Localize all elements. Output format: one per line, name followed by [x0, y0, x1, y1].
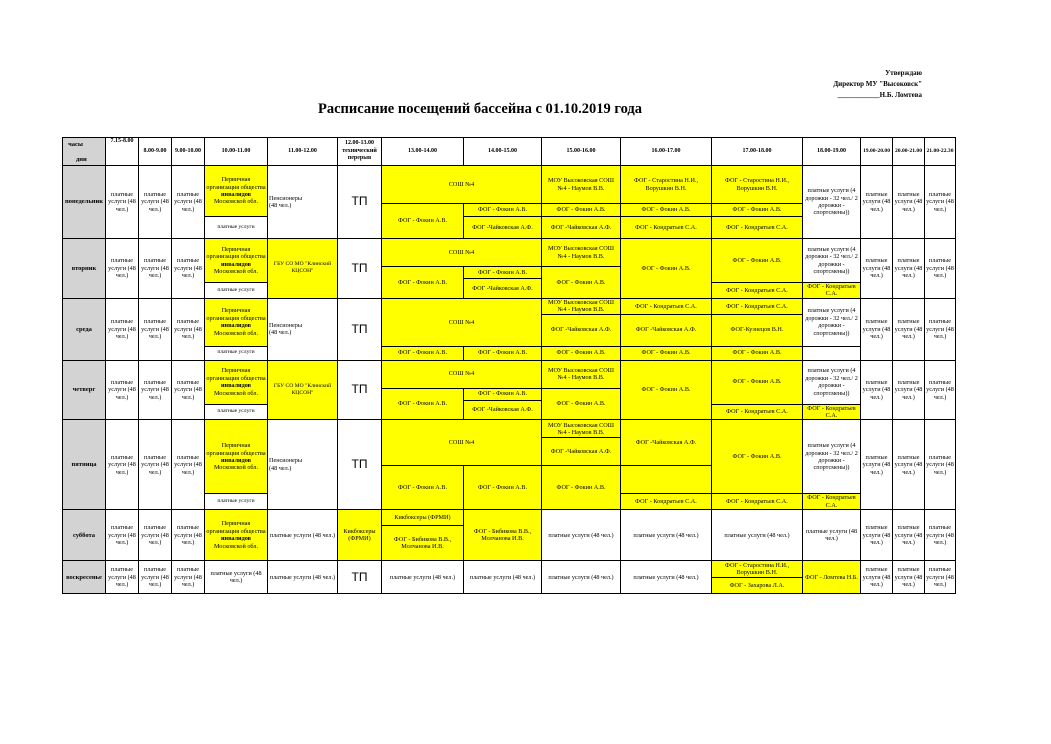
thursday-1900: платные услуги (48 чел.): [861, 360, 893, 420]
tuesday-1700-fokin: ФОГ - Фокин А.В.: [712, 239, 803, 283]
wednesday-2100: платные услуги (48 чел.): [925, 298, 956, 360]
wednesday-0800: платные услуги (48 чел.): [139, 298, 172, 360]
friday-1500-mou: МОУ Высоковская СОШ №4 - Наумов В.В.: [542, 420, 621, 438]
header-1400: 14.00-15.00: [464, 138, 542, 166]
wednesday-1900: платные услуги (48 чел.): [861, 298, 893, 360]
tuesday-1300-sosh: СОШ №4: [382, 239, 542, 267]
monday-2100: платные услуги (48 чел.): [925, 166, 956, 239]
thursday-1500-mou: МОУ Высоковская СОШ №4 - Наумов В.В.: [542, 360, 621, 388]
header-1300: 13.00-14.00: [382, 138, 464, 166]
tuesday-0800: платные услуги (48 чел.): [139, 239, 172, 299]
friday-1900: платные услуги (48 чел.): [861, 420, 893, 510]
sunday-1600-paid: платные услуги (48 чел.): [621, 561, 712, 594]
header-2000: 20.00-21.00: [893, 138, 925, 166]
thursday-0715: платные услуги (48 чел.): [106, 360, 139, 420]
saturday-1000-org: Первичная организация общества инвалидов Московской обл.: [205, 510, 268, 561]
thursday-1800-lanes: платные услуги (4 дорожки - 32 чел./ 2 дорожки - спортсмены)): [803, 360, 861, 404]
sunday-1300-paid: платные услуги (48 чел.): [382, 561, 464, 594]
wednesday-1000-paid: платные услуги: [205, 346, 268, 360]
wednesday-1000-org: Первичная организация общества инвалидов Московской обл.: [205, 298, 268, 346]
sunday-1400-paid: платные услуги (48 чел.): [464, 561, 542, 594]
sunday-1800-lomteva: ФОГ - Ломтева Н.Б.: [803, 561, 861, 594]
sunday-1000-paid: платные услуги (48 чел.): [205, 561, 268, 594]
friday-0715: платные услуги (48 чел.): [106, 420, 139, 510]
schedule-table: [62, 137, 956, 594]
tuesday-2000: платные услуги (48 чел.): [893, 239, 925, 299]
thursday-1600-fokin: ФОГ - Фокин А.В.: [621, 360, 712, 420]
header-2100: 21.00-22.30: [925, 138, 956, 166]
monday-1500-chaik: ФОГ -Чайковская А.Ф.: [542, 217, 621, 239]
monday-1000-paid: платные услуги: [205, 217, 268, 239]
tuesday-1900: платные услуги (48 чел.): [861, 239, 893, 299]
thursday-1000-org: Первичная организация общества инвалидов Московской обл.: [205, 360, 268, 404]
monday-1300-fokin: ФОГ - Фокин А.В.: [382, 204, 464, 239]
monday-row-1: [63, 166, 956, 204]
wednesday-1600-kondr: ФОГ - Кондратьев С.А.: [621, 298, 712, 314]
tuesday-2100: платные услуги (48 чел.): [925, 239, 956, 299]
header-row: [63, 138, 956, 166]
friday-2100: платные услуги (48 чел.): [925, 420, 956, 510]
friday-1300-sosh: СОШ №4: [382, 420, 542, 466]
approval-block: [800, 68, 922, 101]
corner-hours: часы: [68, 140, 83, 148]
friday-1400-fokin: ФОГ - Фокин А.В.: [464, 466, 542, 510]
page-title: Расписание посещений бассейна с 01.10.2019 года: [317, 101, 643, 117]
header-0800: 8.00-9.00: [139, 138, 172, 166]
sunday-tech-break: ТП: [338, 561, 382, 594]
tuesday-1800-lanes: платные услуги (4 дорожки - 32 чел./ 2 дорожки - спортсмены)): [803, 239, 861, 283]
friday-2000: платные услуги (48 чел.): [893, 420, 925, 510]
tuesday-1300-fokin: ФОГ - Фокин А.В.: [382, 267, 464, 299]
thursday-1100-gbu: ГБУ СО МО "Клинский КЦСОН": [268, 360, 338, 420]
thursday-1700-fokin: ФОГ - Фокин А.В.: [712, 360, 803, 404]
monday-1100-pensioners: Пенсионеры (48 чел.): [268, 166, 338, 239]
tuesday-1400-chaik: ФОГ -Чайковская А.Ф.: [464, 279, 542, 299]
day-sunday: воскресенье: [63, 561, 106, 594]
thursday-1300-fokin: ФОГ - Фокин А.В.: [382, 388, 464, 420]
friday-1500-fokin: ФОГ - Фокин А.В.: [542, 466, 621, 510]
saturday-1500-paid: платные услуги (48 чел.): [542, 510, 621, 561]
saturday-0715: платные услуги (48 чел.): [106, 510, 139, 561]
saturday-1400-bibik: ФОГ - Бибикова В.В., Молчанова И.В.: [464, 510, 542, 561]
friday-1700-kondr: ФОГ - Кондратьев С.А.: [712, 494, 803, 510]
monday-1600-starostina: ФОГ - Старостина Н.И., Ворушкин В.Н.: [621, 166, 712, 204]
sunday-1100-paid: платные услуги (48 чел.): [268, 561, 338, 594]
friday-1500-chaik: ФОГ -Чайковская А.Ф.: [542, 438, 621, 466]
tuesday-1100-gbu: ГБУ СО МО "Клинский КЦСОН": [268, 239, 338, 299]
saturday-2000: платные услуги (48 чел.): [893, 510, 925, 561]
tuesday-0715: платные услуги (48 чел.): [106, 239, 139, 299]
wednesday-1500-mou: МОУ Высоковская СОШ №4 - Наумов В.В.: [542, 298, 621, 314]
sunday-1900: платные услуги (48 чел.): [861, 561, 893, 594]
monday-1700-fokin: ФОГ - Фокин А.В.: [712, 204, 803, 217]
friday-1000-paid: платные услуги: [205, 494, 268, 510]
thursday-0800: платные услуги (48 чел.): [139, 360, 172, 420]
saturday-1700-paid: платные услуги (48 чел.): [712, 510, 803, 561]
sunday-0800: платные услуги (48 чел.): [139, 561, 172, 594]
monday-1500-fokin: ФОГ - Фокин А.В.: [542, 204, 621, 217]
tuesday-1000-org: Первичная организация общества инвалидов Московской обл.: [205, 239, 268, 283]
thursday-2000: платные услуги (48 чел.): [893, 360, 925, 420]
friday-1800-kondr: ФОГ - Кондратьев С.А.: [803, 494, 861, 510]
thursday-1000-paid: платные услуги: [205, 404, 268, 420]
approval-line-3: ____________Н.Б. Ломтева: [837, 91, 922, 99]
friday-1600-kondr: ФОГ - Кондратьев С.А.: [621, 494, 712, 510]
wednesday-1800-lanes: платные услуги (4 дорожки - 32 чел./ 2 дорожки - спортсмены)): [803, 298, 861, 346]
thursday-row-1: [63, 360, 956, 388]
tuesday-1500-mou: МОУ Высоковская СОШ №4 - Наумов В.В.: [542, 239, 621, 267]
saturday-1300-bibik: ФОГ - Бибикова В.В., Молчанова И.В.: [382, 526, 464, 561]
sunday-0900: платные услуги (48 чел.): [172, 561, 205, 594]
thursday-1800-kondr: ФОГ - Кондратьев С.А.: [803, 404, 861, 420]
monday-1900: платные услуги (48 чел.): [861, 166, 893, 239]
monday-1700-kondr: ФОГ - Кондратьев С.А.: [712, 217, 803, 239]
day-saturday: суббота: [63, 510, 106, 561]
wednesday-1600-fokin: ФОГ - Фокин А.В.: [621, 346, 712, 360]
wednesday-1600-chaik: ФОГ -Чайковская А.Ф.: [621, 314, 712, 346]
wednesday-row-1: [63, 298, 956, 314]
friday-1300-fokin: ФОГ - Фокин А.В.: [382, 466, 464, 510]
wednesday-1700-kuzn: ФОГ-Кузнецов В.Н.: [712, 314, 803, 346]
day-friday: пятница: [63, 420, 106, 510]
saturday-row-1: [63, 510, 956, 526]
wednesday-tech-break: ТП: [338, 298, 382, 360]
friday-1000-org: Первичная организация общества инвалидов Московской обл.: [205, 420, 268, 494]
header-1600: 16.00-17.00: [621, 138, 712, 166]
header-0715: 7.15-8.00: [106, 138, 139, 166]
tuesday-tech-break: ТП: [338, 239, 382, 299]
thursday-1700-kondr: ФОГ - Кондратьев С.А.: [712, 404, 803, 420]
wednesday-1400-fokin: ФОГ - Фокин А.В.: [464, 346, 542, 360]
saturday-1100-paid: платные услуги (48 чел.): [268, 510, 338, 561]
sunday-1500-paid: платные услуги (48 чел.): [542, 561, 621, 594]
tuesday-1500-fokin: ФОГ - Фокин А.В.: [542, 267, 621, 299]
thursday-1500-fokin: ФОГ - Фокин А.В.: [542, 388, 621, 420]
tuesday-1400-fokin: ФОГ - Фокин А.В.: [464, 267, 542, 279]
approval-line-1: Утверждаю: [885, 69, 922, 77]
monday-1700-starostina: ФОГ - Старостина Н.И., Ворушкин В.Н.: [712, 166, 803, 204]
sunday-1700-zakharova: ФОГ - Захарова Л.А.: [712, 578, 803, 594]
saturday-1600-paid: платные услуги (48 чел.): [621, 510, 712, 561]
monday-1500-mou: МОУ Высоковская СОШ №4 - Наумов В.В.: [542, 166, 621, 204]
tuesday-1000-paid: платные услуги: [205, 283, 268, 299]
monday-1400-chaik: ФОГ -Чайковская А.Ф.: [464, 217, 542, 239]
wednesday-1100-pensioners: Пенсионеры (48 чел.): [268, 298, 338, 360]
saturday-2100: платные услуги (48 чел.): [925, 510, 956, 561]
thursday-1400-chaik: ФОГ -Чайковская А.Ф.: [464, 400, 542, 420]
wednesday-1500-chaik: ФОГ -Чайковская А.Ф.: [542, 314, 621, 346]
monday-tech-break: ТП: [338, 166, 382, 239]
friday-1600-empty: [621, 466, 712, 494]
friday-0900: платные услуги (48 чел.): [172, 420, 205, 510]
header-1500: 15.00-16.00: [542, 138, 621, 166]
header-0900: 9.00-10.00: [172, 138, 205, 166]
thursday-1400-fokin: ФОГ - Фокин А.В.: [464, 388, 542, 400]
day-thursday: четверг: [63, 360, 106, 420]
wednesday-0715: платные услуги (48 чел.): [106, 298, 139, 360]
saturday-1900: платные услуги (48 чел.): [861, 510, 893, 561]
sunday-2100: платные услуги (48 чел.): [925, 561, 956, 594]
tuesday-0900: платные услуги (48 чел.): [172, 239, 205, 299]
wednesday-1800-empty: [803, 346, 861, 360]
day-monday: понедельник: [63, 166, 106, 239]
thursday-0900: платные услуги (48 чел.): [172, 360, 205, 420]
monday-1800-lanes: платные услуги (4 дорожки - 32 чел./ 2 дорожки - спортсмены)): [803, 166, 861, 239]
header-1900: 19.00-20.00: [861, 138, 893, 166]
day-tuesday: вторник: [63, 239, 106, 299]
wednesday-0900: платные услуги (48 чел.): [172, 298, 205, 360]
tuesday-1800-kondr: ФОГ - Кондратьев С.А.: [803, 283, 861, 299]
header-1000: 10.00-11.00: [205, 138, 268, 166]
saturday-1300-kick: Кикбоксеры (ФРМИ): [382, 510, 464, 526]
friday-row-1: [63, 420, 956, 438]
thursday-tech-break: ТП: [338, 360, 382, 420]
monday-0900: платные услуги (48 чел.): [172, 166, 205, 239]
monday-1300-sosh: СОШ №4: [382, 166, 542, 204]
header-1800: 18.00-19.00: [803, 138, 861, 166]
sunday-row-1: [63, 561, 956, 578]
saturday-0900: платные услуги (48 чел.): [172, 510, 205, 561]
wednesday-2000: платные услуги (48 чел.): [893, 298, 925, 360]
monday-0715: платные услуги (48 чел.): [106, 166, 139, 239]
corner-cell: [63, 138, 106, 166]
corner-days: дни: [76, 156, 87, 164]
wednesday-1500-fokin: ФОГ - Фокин А.В.: [542, 346, 621, 360]
tuesday-1700-kondr: ФОГ - Кондратьев С.А.: [712, 283, 803, 299]
thursday-1300-sosh: СОШ №4: [382, 360, 542, 388]
friday-tech-break: ТП: [338, 420, 382, 510]
tuesday-row-1: [63, 239, 956, 267]
wednesday-1700-kondr: ФОГ - Кондратьев С.А.: [712, 298, 803, 314]
wednesday-1700-fokin: ФОГ - Фокин А.В.: [712, 346, 803, 360]
saturday-1800-paid: платные услуги (48 чел.): [803, 510, 861, 561]
friday-1700-fokin: ФОГ - Фокин А.В.: [712, 420, 803, 494]
monday-1600-fokin: ФОГ - Фокин А.В.: [621, 204, 712, 217]
wednesday-1300-sosh: СОШ №4: [382, 298, 542, 346]
sunday-0715: платные услуги (48 чел.): [106, 561, 139, 594]
day-wednesday: среда: [63, 298, 106, 360]
header-1200: 12.00-13.00 технический перерыв: [338, 138, 382, 166]
friday-1100-pensioners: Пенсионеры (48 чел.): [268, 420, 338, 510]
sunday-1700-starostina: ФОГ - Старостина Н.И., Ворушкин В.Н.: [712, 561, 803, 578]
header-1100: 11.00-12.00: [268, 138, 338, 166]
monday-1400-fokin: ФОГ - Фокин А.В.: [464, 204, 542, 217]
monday-2000: платные услуги (48 чел.): [893, 166, 925, 239]
friday-1800-lanes: платные услуги (4 дорожки - 32 чел./ 2 дорожки - спортсмены)): [803, 420, 861, 494]
friday-1600-chaik: ФОГ -Чайковская А.Ф.: [621, 420, 712, 466]
header-1700: 17.00-18.00: [712, 138, 803, 166]
wednesday-1300-fokin: ФОГ - Фокин А.В.: [382, 346, 464, 360]
sunday-2000: платные услуги (48 чел.): [893, 561, 925, 594]
saturday-1200-kick: Кикбоксеры (ФРМИ): [338, 510, 382, 561]
monday-1000-org: Первичная организация общества инвалидов Московской обл.: [205, 166, 268, 217]
monday-0800: платные услуги (48 чел.): [139, 166, 172, 239]
monday-1600-kondr: ФОГ - Кондратьев С.А.: [621, 217, 712, 239]
friday-0800: платные услуги (48 чел.): [139, 420, 172, 510]
saturday-0800: платные услуги (48 чел.): [139, 510, 172, 561]
thursday-2100: платные услуги (48 чел.): [925, 360, 956, 420]
tuesday-1600-fokin: ФОГ - Фокин А.В.: [621, 239, 712, 299]
approval-line-2: Директор МУ "Высоковск": [833, 80, 922, 88]
